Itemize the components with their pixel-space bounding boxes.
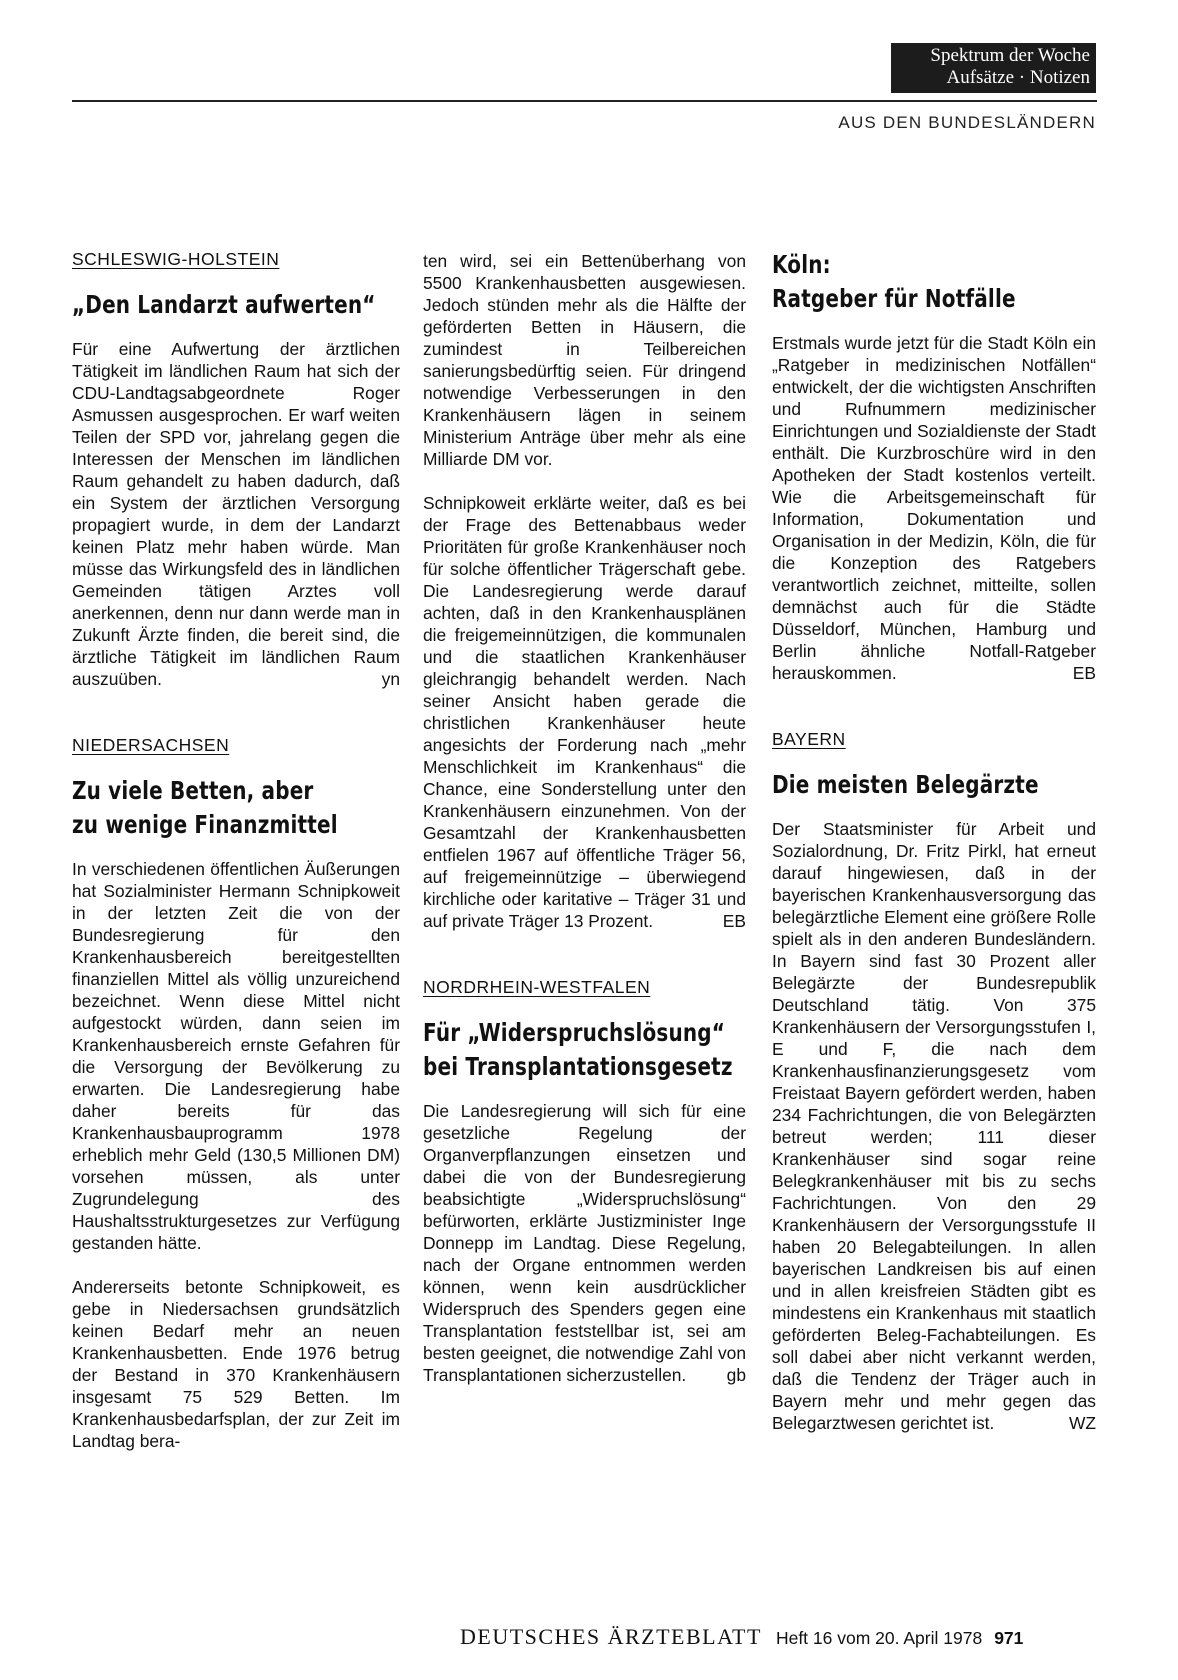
- article-paragraph: [423, 492, 746, 932]
- column-1: [72, 248, 400, 1452]
- headline-belegaerzte: Die meisten Belegärzte: [772, 770, 1039, 799]
- article-body-koeln: [772, 332, 1096, 684]
- headline-betten: [72, 774, 400, 842]
- column-2: [423, 250, 746, 1386]
- author-signature: yn: [381, 669, 400, 689]
- region-bayern: BAYERN: [772, 729, 846, 749]
- section-label: AUS DEN BUNDESLÄNDERN: [838, 113, 1096, 132]
- headline-line-2: zu wenige Finanzmittel: [72, 810, 338, 839]
- author-signature: gb: [726, 1365, 746, 1385]
- issue-info: Heft 16 vom 20. April 1978: [775, 1628, 983, 1648]
- badge-line-2: Aufsätze · Notizen: [946, 67, 1090, 88]
- header-rule: [72, 100, 1097, 102]
- column-3: [772, 248, 1096, 1434]
- headline-koeln: [772, 248, 1096, 316]
- article-body-transplantation: [423, 1100, 746, 1386]
- article-text: Erstmals wurde jetzt für die Stadt Köln ein „Ratgeber in medizinischen Notfällen“ entwickelt, der die wichtigsten Anschriften und Rufnummern medizinischer Einrichtungen und Sozialdienste der Stadt enthält. Die Kurzbroschüre wird in den Apotheken der Stadt kostenlos verteilt. Wie die Arbeitsgemeinschaft für Information, Dokumentation und Organisation in der Medizin, Köln, die für die Konzeption des Ratgebers verantwortlich zeichnet, mitteilte, sollen demnächst auch für die Städte Düsseldorf, München, Hamburg und Berlin ähnliche Notfall-Ratgeber herauskommen.: [772, 333, 1096, 683]
- author-signature: WZ: [1068, 1413, 1096, 1433]
- article-text: Schnipkoweit erklärte weiter, daß es bei der Frage des Bettenabbaus weder Prioritäten für große Krankenhäuser noch für solche öffentlicher Trägerschaft gebe. Die Landesregierung werde darauf achten, daß in den Krankenhausplänen die freigemeinnützigen, die kommunalen und die staatlichen Krankenhäuser gleichrangig behandelt werden. Nach seiner Ansicht haben gerade die christlichen Krankenhäuser heute angesichts der Forderung nach „mehr Menschlichkeit im Krankenhaus“ die Chance, eine Sonderstellung unter den Krankenhäusern einzunehmen. Von der Gesamtzahl der Krankenhausbetten entfielen 1967 auf öffentliche Träger 56, auf freigemeinnützige – überwiegend kirchliche oder karitative – Träger 31 und auf private Träger 13 Prozent.: [423, 493, 746, 931]
- article-body-landarzt: [72, 338, 400, 690]
- article-paragraph: ten wird, sei ein Bettenüberhang von 5500 Krankenhausbetten ausgewiesen. Jedoch stünden mehr als die Hälfte der geförderten Betten in Häusern, die zumindest in Teilbereichen sanierungsbedürftig seien. Für dringend notwendige Verbesserungen in den Krankenhäusern lägen in seinem Ministerium Anträge über mehr als eine Milliarde DM vor.: [423, 251, 746, 469]
- headline-line-2: bei Transplantationsgesetz: [423, 1052, 733, 1081]
- headline-line-2: Ratgeber für Notfälle: [772, 284, 1016, 313]
- author-signature: EB: [722, 911, 746, 931]
- region-niedersachsen: NIEDERSACHSEN: [72, 735, 230, 755]
- headline-widerspruchsloesung: [423, 1016, 746, 1084]
- article-paragraph: Andererseits betonte Schnipkoweit, es gebe in Niedersachsen grundsätzlich keinen Bedarf mehr an neuen Krankenhausbetten. Ende 1976 betrug der Bestand in 370 Krankenhäusern insgesamt 75 529 Betten. Im Krankenhausbedarfsplan, der zur Zeit im Landtag bera-: [72, 1277, 400, 1451]
- article-text: Der Staatsminister für Arbeit und Sozialordnung, Dr. Fritz Pirkl, hat erneut darauf hingewiesen, daß in der bayerischen Krankenhausversorgung das belegärztliche Element eine größere Rolle spielt als in den anderen Bundesländern. In Bayern sind fast 30 Prozent aller Belegärzte der Bundesrepublik Deutschland tätig. Von 375 Krankenhäusern der Versorgungsstufen I, E und F, die nach dem Krankenhausfinanzierungsgesetz vom Freistaat Bayern gefördert werden, haben 234 Fachrichtungen, die von Belegärzten betreut werden; 111 dieser Krankenhäuser sind sogar reine Belegkrankenhäuser mit bis zu sechs Fachrichtungen. Von den 29 Krankenhäusern der Versorgungsstufe II haben 20 Belegabteilungen. In allen bayerischen Landkreisen bis auf einen und in allen kreisfreien Städten gibt es mindestens ein Krankenhaus mit staatlich geförderten Beleg-Fachabteilungen. Es soll dabei aber nicht verkannt werden, daß die Tendenz der Träger auch in Bayern mehr und mehr gegen das Belegarztwesen gerichtet ist.: [772, 819, 1096, 1433]
- headline-landarzt: „Den Landarzt aufwerten“: [72, 290, 376, 319]
- article-text: Die Landesregierung will sich für eine gesetzliche Regelung der Organverpflanzungen einsetzen und dabei die von der Bundesregierung beabsichtigte „Widerspruchslösung“ befürworten, erklärte Justizminister Inge Donnepp im Landtag. Diese Regelung, nach der Organe entnommen werden können, wenn kein ausdrücklicher Widerspruch des Spenders gegen eine Transplantation feststellbar ist, sei am besten geeignet, die notwendige Zahl von Transplantationen sicherzustellen.: [423, 1101, 746, 1385]
- headline-line-1: Köln:: [772, 250, 831, 279]
- headline-line-1: Zu viele Betten, aber: [72, 776, 314, 805]
- headline-line-1: Für „Widerspruchslösung“: [423, 1018, 726, 1047]
- author-signature: EB: [1072, 663, 1096, 683]
- badge-line-1: Spektrum der Woche: [930, 45, 1090, 66]
- journal-name: DEUTSCHES ÄRZTEBLATT: [460, 1624, 762, 1649]
- article-text: Für eine Aufwertung der ärztlichen Tätigkeit im ländlichen Raum hat sich der CDU-Landtagsabgeordnete Roger Asmussen ausgesprochen. Er warf weiten Teilen der SPD vor, jahrelang gegen die Interessen der Menschen im ländlichen Raum gehandelt zu haben dadurch, daß ein System der ärztlichen Versorgung propagiert wurde, in dem der Landarzt keinen Platz mehr haben würde. Man müsse das Wirkungsfeld des in ländlichen Gemeinden tätigen Arztes voll anerkennen, denn nur dann werde man in Zukunft Ärzte finden, die bereit sind, die ärztliche Tätigkeit im ländlichen Raum auszuüben.: [72, 339, 400, 689]
- region-schleswig-holstein: SCHLESWIG-HOLSTEIN: [72, 249, 280, 269]
- region-nordrhein-westfalen: NORDRHEIN-WESTFALEN: [423, 977, 651, 997]
- article-body-belegaerzte: [772, 818, 1096, 1434]
- section-badge: [891, 43, 1096, 93]
- page-number: 971: [994, 1628, 1024, 1648]
- page-footer: [460, 1624, 1100, 1650]
- article-paragraph: In verschiedenen öffentlichen Äußerungen hat Sozialminister Hermann Schnipkoweit in der letzten Zeit die von der Bundesregierung für den Krankenhausbereich bereitgestellten finanziellen Mittel als völlig unzureichend bezeichnet. Wenn diese Mittel nicht aufgestockt würden, dann seien im Krankenhausbereich ernste Gefahren für die Versorgung der Bevölkerung zu erwarten. Die Landesregierung habe daher bereits für das Krankenhausbauprogramm 1978 erheblich mehr Geld (130,5 Millionen DM) vorsehen müssen, als unter Zugrundelegung des Haushaltsstrukturgesetzes zur Verfügung gestanden hätte.: [72, 859, 400, 1253]
